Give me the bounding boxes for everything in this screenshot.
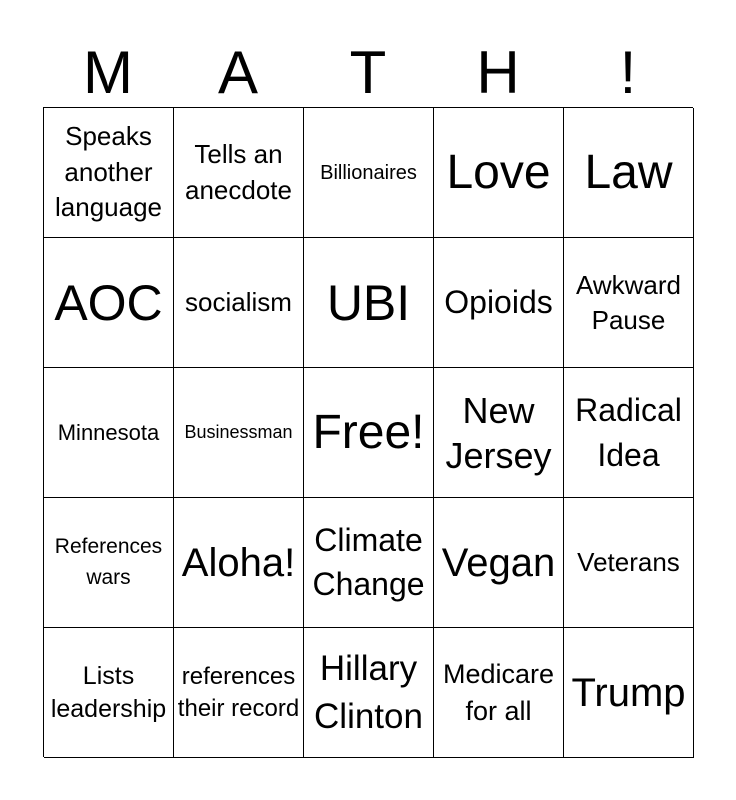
cell-label: Radical Idea — [575, 392, 682, 473]
cell-label: Law — [584, 145, 673, 199]
cell-label: Minnesota — [57, 419, 160, 445]
cell-label: Businessman — [184, 421, 293, 442]
bingo-cell[interactable] — [434, 368, 564, 498]
bingo-header — [43, 38, 693, 108]
cell-label: Opioids — [444, 284, 553, 321]
cell-label: Awkward Pause — [575, 270, 681, 335]
cell-label: Free! — [312, 405, 425, 459]
bingo-cell[interactable] — [564, 628, 694, 758]
header-letter-a: A — [217, 39, 259, 106]
cell-label: Speaks another language — [55, 120, 162, 223]
bingo-cell[interactable] — [174, 368, 304, 498]
cell-label: Aloha! — [181, 540, 296, 585]
bingo-cell[interactable] — [564, 108, 694, 238]
bingo-cell[interactable] — [304, 368, 434, 498]
header-letter-exclamation: ! — [619, 39, 637, 106]
cell-label: socialism — [185, 286, 292, 317]
cell-label: Veterans — [577, 546, 680, 577]
bingo-cell[interactable] — [564, 238, 694, 368]
cell-label: New Jersey — [445, 389, 552, 476]
cell-label: Tells an anecdote — [185, 138, 292, 205]
bingo-cell[interactable] — [174, 238, 304, 368]
bingo-cell[interactable] — [564, 368, 694, 498]
bingo-cell[interactable] — [44, 628, 174, 758]
bingo-cell[interactable] — [434, 498, 564, 628]
bingo-cell[interactable] — [304, 498, 434, 628]
cell-label: Medicare for all — [442, 659, 555, 726]
header-letter-h: H — [476, 39, 520, 106]
bingo-cell[interactable] — [174, 628, 304, 758]
cell-label: Climate Change — [312, 522, 425, 602]
bingo-cell[interactable] — [174, 108, 304, 238]
bingo-cell[interactable] — [434, 628, 564, 758]
cell-label: Billionaires — [320, 161, 417, 184]
cell-label: Vegan — [441, 540, 556, 585]
bingo-cell[interactable] — [434, 238, 564, 368]
bingo-cell[interactable] — [304, 108, 434, 238]
cell-label: UBI — [326, 274, 411, 331]
cell-label: Lists leadership — [50, 662, 167, 723]
header-letter-t: T — [349, 39, 387, 106]
bingo-cell[interactable] — [174, 498, 304, 628]
header-letter-m: M — [83, 39, 133, 106]
cell-label: references their record — [177, 663, 300, 722]
bingo-cell[interactable] — [44, 498, 174, 628]
cell-label: References wars — [54, 535, 163, 589]
bingo-cell[interactable] — [44, 108, 174, 238]
cell-label: Love — [446, 145, 551, 199]
bingo-cell[interactable] — [564, 498, 694, 628]
cell-label: AOC — [54, 274, 163, 331]
bingo-cell[interactable] — [304, 238, 434, 368]
bingo-cell[interactable] — [434, 108, 564, 238]
bingo-cell[interactable] — [44, 368, 174, 498]
cell-label: Trump — [571, 670, 686, 715]
bingo-cell[interactable] — [44, 238, 174, 368]
bingo-cell[interactable] — [304, 628, 434, 758]
cell-label: Hillary Clinton — [314, 649, 423, 736]
bingo-board — [43, 107, 693, 757]
